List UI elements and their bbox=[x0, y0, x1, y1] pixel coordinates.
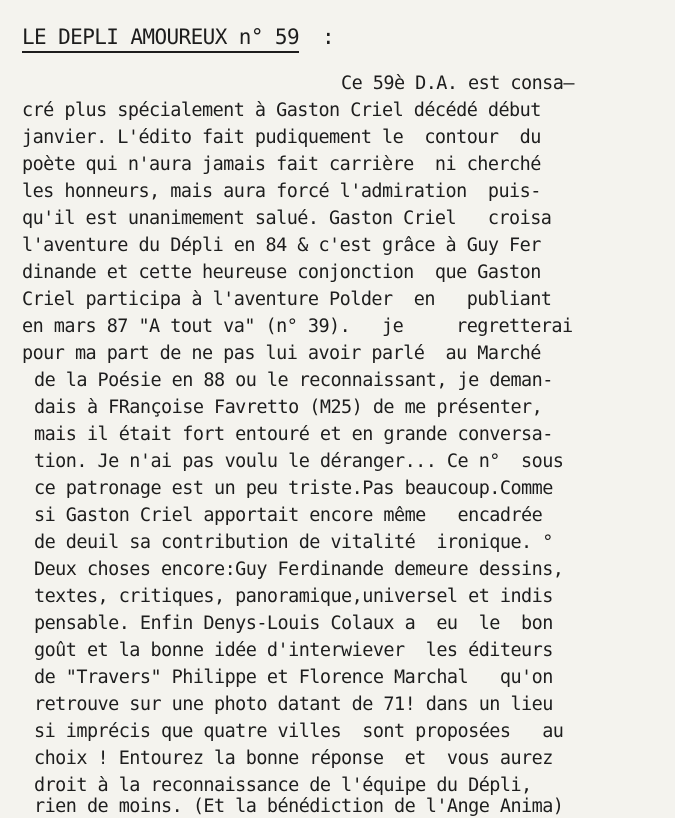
body-line: de "Travers" Philippe et Florence Marchal qu'on bbox=[34, 667, 553, 688]
body-line: de deuil sa contribution de vitalité ironique. ° bbox=[34, 532, 553, 553]
body-line: pour ma part de ne pas lui avoir parlé au Marché bbox=[22, 343, 541, 364]
body-line: tion. Je n'ai pas voulu le déranger... Ce n° sous bbox=[34, 451, 564, 472]
body-line: Deux choses encore:Guy Ferdinande demeure dessins, bbox=[34, 559, 564, 580]
body-line: ce patronage est un peu triste.Pas beaucoup.Comme bbox=[34, 478, 553, 499]
body-line: rien de moins. (Et la bénédiction de l'Ange Anima) bbox=[34, 796, 564, 817]
body-line: en mars 87 "A tout va" (n° 39). je regretterai bbox=[22, 316, 573, 337]
body-line: textes, critiques, panoramique,universel et indis bbox=[34, 586, 553, 607]
body-line: dinande et cette heureuse conjonction que Gaston bbox=[22, 262, 541, 283]
body-line: qu'il est unanimement salué. Gaston Criel croisa bbox=[22, 208, 552, 229]
title-colon: : bbox=[322, 25, 335, 49]
page-title: LE DEPLI AMOUREUX n° 59 bbox=[22, 24, 299, 53]
body-line: si imprécis que quatre villes sont proposées au bbox=[34, 721, 564, 742]
body-line: poète qui n'aura jamais fait carrière ni cherché bbox=[22, 154, 541, 175]
body-line: retrouve sur une photo datant de 71! dans un lieu bbox=[34, 694, 553, 715]
body-line: droit à la reconnaissance de l'équipe du Dépli, bbox=[34, 775, 532, 796]
body-line: Ce 59è D.A. est consa— bbox=[341, 73, 574, 94]
body-line: choix ! Entourez la bonne réponse et vous aurez bbox=[34, 748, 553, 769]
body-line: de la Poésie en 88 ou le reconnaissant, je deman- bbox=[34, 370, 553, 391]
body-line: Criel participa à l'aventure Polder en publiant bbox=[22, 289, 552, 310]
body-line: pensable. Enfin Denys-Louis Colaux a eu le bon bbox=[34, 613, 553, 634]
body-line: goût et la bonne idée d'interwiever les éditeurs bbox=[34, 640, 553, 661]
body-line: les honneurs, mais aura forcé l'admiration puis- bbox=[22, 181, 541, 202]
body-line: cré plus spécialement à Gaston Criel décédé début bbox=[22, 100, 541, 121]
body-line: si Gaston Criel apportait encore même encadrée bbox=[34, 505, 543, 526]
body-line: mais il était fort entouré et en grande conversa- bbox=[34, 424, 553, 445]
body-line: l'aventure du Dépli en 84 & c'est grâce à Guy Fer bbox=[22, 235, 541, 256]
body-line: janvier. L'édito fait pudiquement le contour du bbox=[22, 127, 541, 148]
body-line: dais à FRançoise Favretto (M25) de me présenter, bbox=[34, 397, 543, 418]
